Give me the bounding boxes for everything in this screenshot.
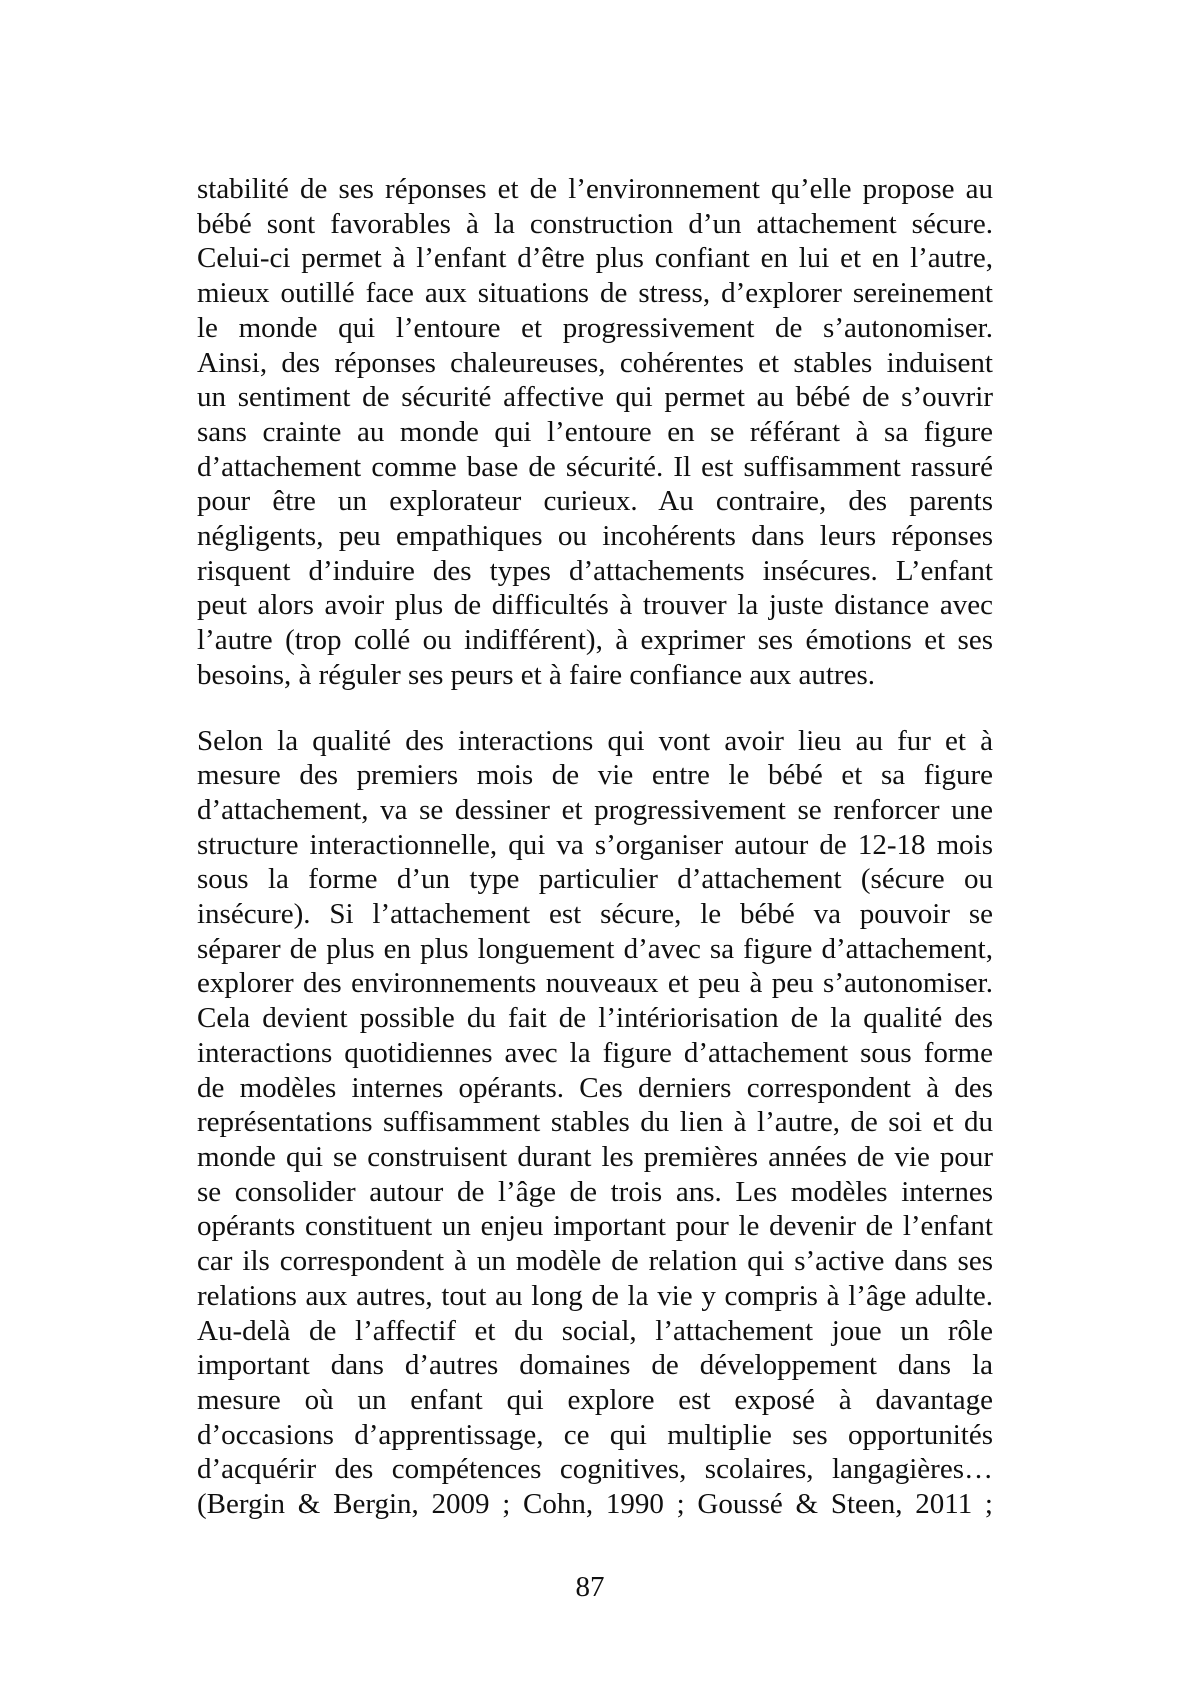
text-line: structure interactionnelle, qui va s’organiser autour de 12-18 mois bbox=[197, 828, 993, 861]
text-line: monde qui se construisent durant les premières années de vie pour bbox=[197, 1140, 993, 1173]
text-line: négligents, peu empathiques ou incohérents dans leurs réponses bbox=[197, 520, 993, 553]
text-line: Cela devient possible du fait de l’intériorisation de la qualité des bbox=[197, 1002, 993, 1035]
text-line: d’attachement comme base de sécurité. Il est suffisamment rassuré bbox=[197, 450, 993, 483]
text-line: car ils correspondent à un modèle de relation qui s’active dans ses bbox=[197, 1245, 993, 1278]
paragraph bbox=[197, 172, 993, 693]
text-block bbox=[197, 172, 993, 1553]
text-line: de modèles internes opérants. Ces derniers correspondent à des bbox=[197, 1071, 993, 1104]
text-line: sous la forme d’un type particulier d’attachement (sécure ou bbox=[197, 863, 993, 896]
text-line: d’acquérir des compétences cognitives, scolaires, langagières… bbox=[197, 1453, 993, 1486]
paragraph bbox=[197, 724, 993, 1522]
text-line: explorer des environnements nouveaux et peu à peu s’autonomiser. bbox=[197, 967, 993, 1000]
page-number: 87 bbox=[575, 1571, 605, 1603]
text-line: stabilité de ses réponses et de l’environnement qu’elle propose au bbox=[197, 173, 993, 205]
text-line: d’attachement, va se dessiner et progressivement se renforcer une bbox=[197, 793, 993, 826]
text-line: sans crainte au monde qui l’entoure en se référant à sa figure bbox=[197, 415, 993, 448]
text-line: Ainsi, des réponses chaleureuses, cohérentes et stables induisent bbox=[197, 346, 993, 379]
text-line: mesure des premiers mois de vie entre le bébé et sa figure bbox=[197, 759, 993, 792]
text-line: risquent d’induire des types d’attachements insécures. L’enfant bbox=[197, 554, 993, 587]
text-line: bébé sont favorables à la construction d’un attachement sécure. bbox=[197, 207, 993, 240]
text-line: Au-delà de l’affectif et du social, l’attachement joue un rôle bbox=[197, 1314, 993, 1347]
text-line: besoins, à réguler ses peurs et à faire confiance aux autres. bbox=[197, 658, 875, 691]
text-line: Selon la qualité des interactions qui vont avoir lieu au fur et à bbox=[197, 724, 993, 757]
text-line: le monde qui l’entoure et progressivement de s’autonomiser. bbox=[197, 311, 993, 344]
text-line: séparer de plus en plus longuement d’avec sa figure d’attachement, bbox=[197, 932, 993, 965]
text-line: d’occasions d’apprentissage, ce qui multiplie ses opportunités bbox=[197, 1418, 993, 1451]
text-line: Celui-ci permet à l’enfant d’être plus confiant en lui et en l’autre, bbox=[197, 242, 993, 275]
text-line: pour être un explorateur curieux. Au contraire, des parents bbox=[197, 485, 993, 518]
text-line: insécure). Si l’attachement est sécure, le bébé va pouvoir se bbox=[197, 898, 993, 931]
text-line: relations aux autres, tout au long de la vie y compris à l’âge adulte. bbox=[197, 1279, 993, 1312]
text-line: représentations suffisamment stables du lien à l’autre, de soi et du bbox=[197, 1106, 993, 1139]
text-line: se consolider autour de l’âge de trois ans. Les modèles internes bbox=[197, 1175, 993, 1208]
text-line: (Bergin & Bergin, 2009 ; Cohn, 1990 ; Goussé & Steen, 2011 ; bbox=[197, 1488, 993, 1521]
text-line: un sentiment de sécurité affective qui permet au bébé de s’ouvrir bbox=[197, 381, 993, 414]
text-line: mesure où un enfant qui explore est exposé à davantage bbox=[197, 1383, 993, 1416]
text-line: opérants constituent un enjeu important pour le devenir de l’enfant bbox=[197, 1210, 993, 1243]
text-line: l’autre (trop collé ou indifférent), à exprimer ses émotions et ses bbox=[197, 624, 993, 657]
text-line: important dans d’autres domaines de développement dans la bbox=[197, 1349, 993, 1382]
text-line: interactions quotidiennes avec la figure d’attachement sous forme bbox=[197, 1036, 993, 1069]
text-line: peut alors avoir plus de difficultés à trouver la juste distance avec bbox=[197, 589, 993, 622]
text-line: mieux outillé face aux situations de stress, d’explorer sereinement bbox=[197, 277, 993, 310]
